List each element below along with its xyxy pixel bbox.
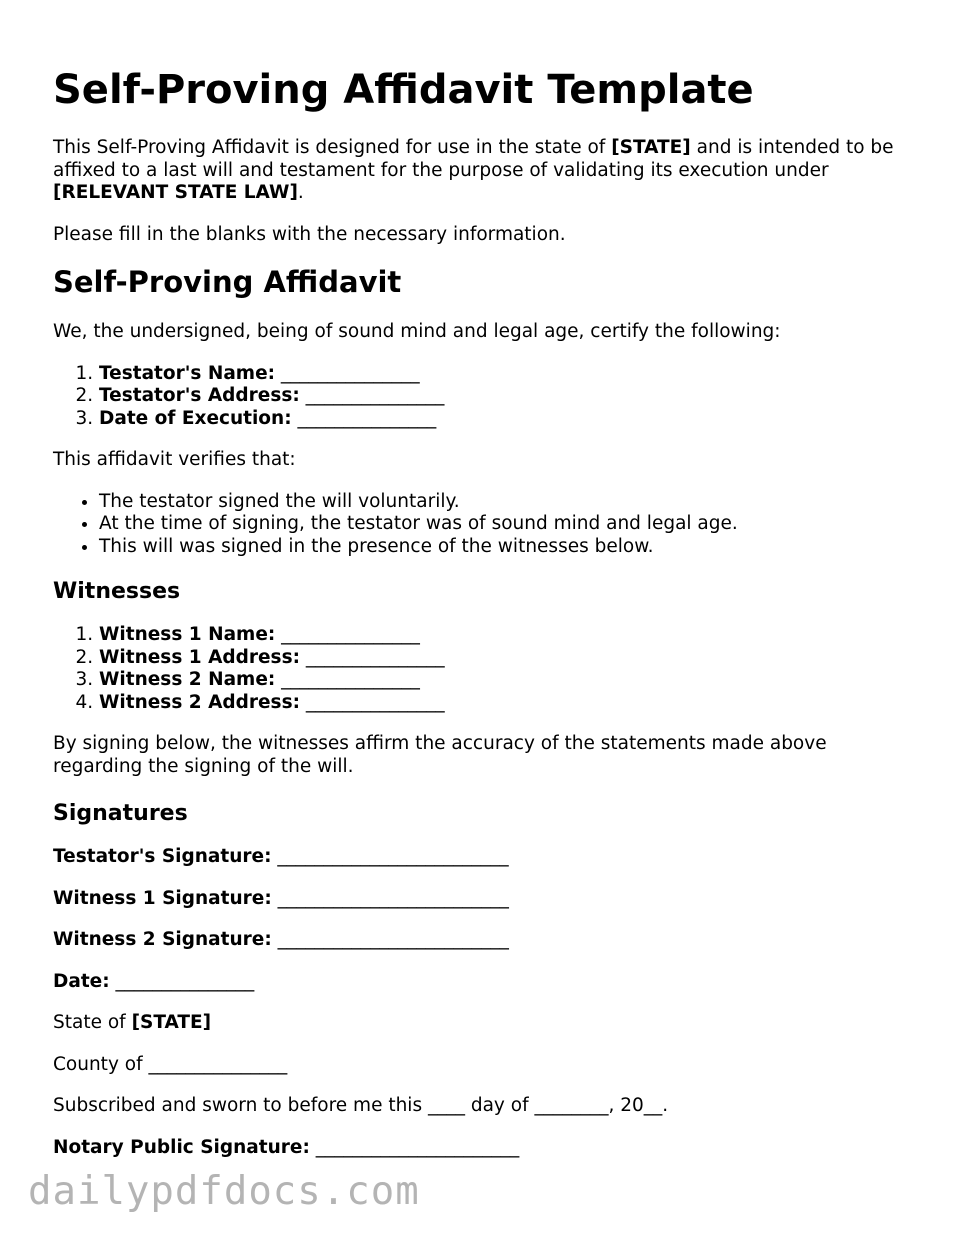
field-label: Witness 2 Address: (99, 691, 300, 713)
state-prefix: State of (53, 1012, 132, 1033)
state-placeholder: [STATE] (131, 1012, 212, 1033)
field-label: Notary Public Signature: (53, 1136, 310, 1158)
signatures-heading: Signatures (53, 801, 188, 826)
state-line (53, 1012, 913, 1035)
field-blank: _______________ (281, 669, 420, 690)
field-blank: ______________________ (315, 1136, 520, 1158)
field-blank: _______________ (305, 385, 445, 406)
field-blank: _______________ (297, 407, 437, 429)
watermark: dailypdfdocs.com (28, 1169, 420, 1214)
page-title: Self-Proving Affidavit Template (53, 67, 754, 113)
field-blank: _______________ (280, 362, 420, 384)
intro-law-placeholder: [RELEVANT STATE LAW] (53, 182, 298, 203)
field-blank: _________________________ (277, 887, 509, 909)
testator-address-field[interactable] (99, 385, 913, 408)
testator-name-field[interactable] (99, 363, 913, 386)
intro-text-2: and is intended to be affixed to a last will and testament for the purpose of validating its execution under (53, 137, 894, 181)
intro-paragraph (53, 137, 913, 205)
witness-fields-list (53, 624, 913, 714)
field-label: Witness 1 Signature: (53, 887, 272, 909)
affirm-text: By signing below, the witnesses affirm the accuracy of the statements made above regarding the signing of the will. (53, 733, 827, 777)
witness-1-signature-field[interactable] (53, 888, 913, 911)
verifies-list (53, 491, 913, 559)
field-label: Witness 1 Address: (99, 646, 300, 668)
field-blank: _______________ (305, 691, 445, 713)
field-label: Date: (53, 970, 110, 992)
field-blank: _________________________ (277, 846, 509, 867)
field-label: Witness 1 Name: (99, 624, 276, 645)
field-label: Witness 2 Name: (99, 669, 276, 690)
witness-2-signature-field[interactable] (53, 929, 913, 952)
intro-text-3: . (297, 182, 304, 203)
field-label: Testator's Name: (99, 362, 276, 384)
list-item: • The testator signed the will voluntarily. (99, 491, 913, 514)
field-blank: _________________________ (277, 929, 509, 950)
testator-fields-list (53, 363, 913, 431)
field-blank: _______________ (281, 624, 420, 645)
instructions-text: Please fill in the blanks with the necessary information. (53, 223, 566, 245)
verifies-text: This affidavit verifies that: (53, 449, 296, 470)
section-title: Self-Proving Affidavit (53, 265, 402, 299)
witness-1-address-field[interactable] (99, 647, 913, 670)
notary-signature-field[interactable] (53, 1137, 913, 1160)
execution-date-field[interactable] (99, 408, 913, 431)
document-page (53, 66, 913, 1159)
field-label: Testator's Signature: (53, 846, 272, 867)
sworn-line[interactable]: Subscribed and sworn to before me this ____ day of ________, 20__. (53, 1095, 669, 1116)
testator-signature-field[interactable] (53, 846, 913, 869)
certify-text: We, the undersigned, being of sound mind and legal age, certify the following: (53, 321, 781, 342)
field-label: Date of Execution: (99, 407, 292, 429)
witnesses-heading: Witnesses (53, 579, 181, 604)
list-item: • At the time of signing, the testator was of sound mind and legal age. (99, 513, 913, 536)
witness-2-address-field[interactable] (99, 692, 913, 715)
field-blank: _______________ (115, 970, 255, 992)
field-label: Testator's Address: (99, 385, 300, 406)
field-blank: _______________ (305, 646, 445, 668)
intro-state-placeholder: [STATE] (611, 137, 691, 158)
county-line[interactable]: County of _______________ (53, 1053, 288, 1075)
witness-2-name-field[interactable] (99, 669, 913, 692)
field-label: Witness 2 Signature: (53, 929, 272, 950)
date-field[interactable] (53, 971, 913, 994)
intro-text-1: This Self-Proving Affidavit is designed for use in the state of (53, 137, 612, 158)
list-item: • This will was signed in the presence of the witnesses below. (99, 536, 913, 559)
witness-1-name-field[interactable] (99, 624, 913, 647)
